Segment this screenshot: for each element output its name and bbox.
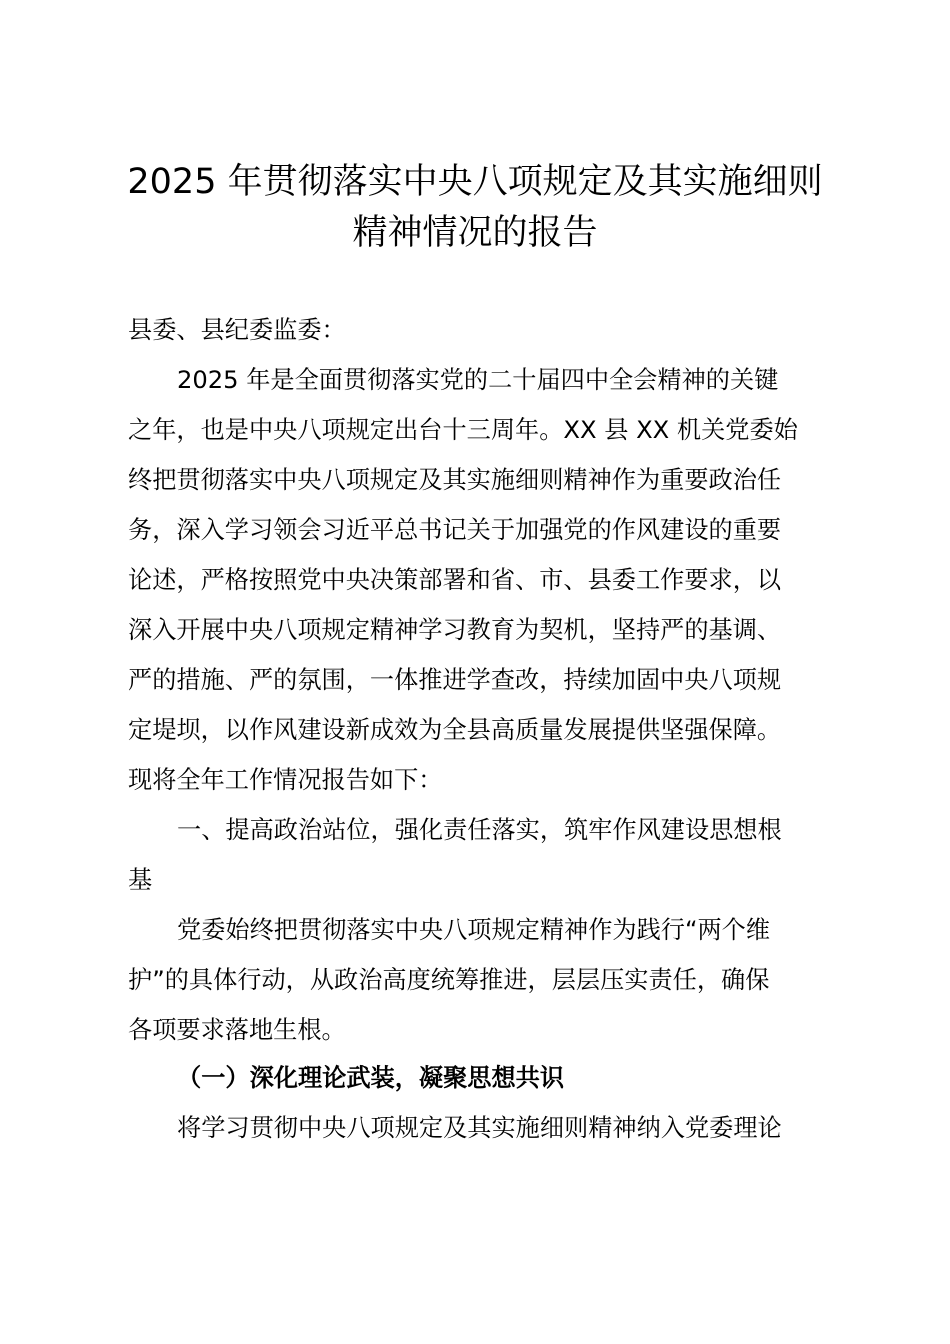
document-title-line-1: 2025 年贯彻落实中央八项规定及其实施细则: [127, 162, 823, 202]
paragraph-line: 各项要求落地生根。: [128, 1016, 346, 1044]
paragraph-line: 护”的具体行动，从政治高度统筹推进，层层压实责任，确保: [128, 966, 770, 994]
paragraph-line: 深入开展中央八项规定精神学习教育为契机，坚持严的基调、: [128, 616, 782, 644]
paragraph-line: 务，深入学习领会习近平总书记关于加强党的作风建设的重要: [128, 516, 782, 544]
document-title-line-2: 精神情况的报告: [352, 213, 598, 253]
paragraph-line: 党委始终把贯彻落实中央八项规定精神作为践行“两个维: [177, 916, 771, 944]
paragraph-line: 论述，严格按照党中央决策部署和省、市、县委工作要求，以: [128, 566, 782, 594]
paragraph-line: 严的措施、严的氛围，一体推进学查改，持续加固中央八项规: [128, 666, 782, 694]
paragraph-line: 定堤坝，以作风建设新成效为全县高质量发展提供坚强保障。: [128, 716, 782, 744]
paragraph-line: 2025 年是全面贯彻落实党的二十届四中全会精神的关键: [177, 366, 779, 394]
subsection-heading: （一）深化理论武装，凝聚思想共识: [177, 1064, 565, 1092]
paragraph-line: 之年，也是中央八项规定出台十三周年。XX 县 XX 机关党委始: [128, 416, 798, 444]
paragraph-line: 终把贯彻落实中央八项规定及其实施细则精神作为重要政治任: [128, 466, 782, 494]
heading-line: 一、提高政治站位，强化责任落实，筑牢作风建设思想根: [177, 816, 782, 844]
paragraph-line: 现将全年工作情况报告如下：: [128, 766, 443, 794]
salutation: 县委、县纪委监委：: [128, 316, 346, 344]
heading-line: 基: [128, 866, 153, 894]
paragraph-line: 将学习贯彻中央八项规定及其实施细则精神纳入党委理论: [177, 1114, 782, 1142]
